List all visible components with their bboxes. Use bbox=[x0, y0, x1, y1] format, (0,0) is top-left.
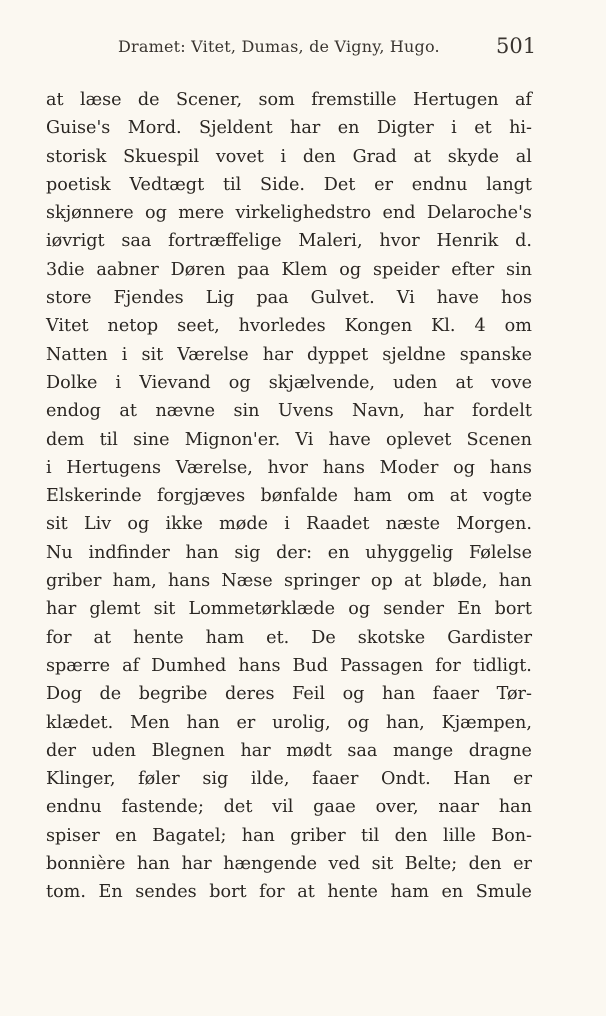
text-line: der uden Blegnen har mødt saa mange dragne bbox=[46, 740, 532, 761]
page-number: 501 bbox=[496, 34, 537, 58]
text-line: Klinger, føler sig ilde, faaer Ondt. Han er bbox=[46, 769, 532, 790]
text-line: Vitet netop seet, hvorledes Kongen Kl. 4 om bbox=[46, 316, 532, 337]
text-line: tom. En sendes bort for at hente ham en Smule bbox=[46, 882, 532, 903]
text-line: spiser en Bagatel; han griber til den lille Bon- bbox=[46, 825, 532, 846]
text-line: endnu fastende; det vil gaae over, naar han bbox=[46, 797, 532, 818]
text-line: Natten i sit Værelse har dyppet sjeldne spanske bbox=[46, 344, 532, 365]
text-line: har glemt sit Lommetørklæde og sender En bort bbox=[46, 599, 532, 620]
text-line: skjønnere og mere virkelighedstro end Delaroche's bbox=[46, 203, 532, 224]
text-line: at læse de Scener, som fremstille Hertugen af bbox=[46, 90, 532, 110]
running-head: Dramet: Vitet, Dumas, de Vigny, Hugo. bbox=[118, 37, 440, 56]
text-line: Elskerinde forgjæves bønfalde ham om at vogte bbox=[46, 486, 532, 507]
text-line: Dog de begribe deres Feil og han faaer Tør- bbox=[46, 684, 532, 705]
text-line: endog at nævne sin Uvens Navn, har fordelt bbox=[46, 401, 532, 422]
text-line: iøvrigt saa fortræffelige Maleri, hvor Henrik d. bbox=[46, 231, 532, 252]
text-line: Nu indfinder han sig der: en uhyggelig Følelse bbox=[46, 542, 532, 563]
text-line: sit Liv og ikke møde i Raadet næste Morgen. bbox=[46, 514, 532, 535]
text-line: dem til sine Mignon'er. Vi have oplevet Scenen bbox=[46, 429, 532, 450]
text-line: i Hertugens Værelse, hvor hans Moder og hans bbox=[46, 457, 532, 478]
page-header bbox=[0, 34, 606, 64]
text-line: 3die aabner Døren paa Klem og speider efter sin bbox=[46, 259, 532, 280]
text-line: spærre af Dumhed hans Bud Passagen for tidligt. bbox=[46, 655, 532, 676]
text-line: for at hente ham et. De skotske Gardister bbox=[46, 627, 532, 648]
text-line: griber ham, hans Næse springer op at bløde, han bbox=[46, 571, 532, 592]
text-line: storisk Skuespil vovet i den Grad at skyde al bbox=[46, 146, 532, 167]
text-line: store Fjendes Lig paa Gulvet. Vi have hos bbox=[46, 288, 532, 309]
text-line: poetisk Vedtægt til Side. Det er endnu langt bbox=[46, 174, 532, 195]
text-line: Guise's Mord. Sjeldent har en Digter i et hi- bbox=[46, 118, 532, 139]
text-line: bonnière han har hængende ved sit Belte; den er bbox=[46, 854, 532, 875]
body-text bbox=[46, 86, 532, 907]
text-line: Dolke i Vievand og skjælvende, uden at vove bbox=[46, 372, 532, 393]
text-line: klædet. Men han er urolig, og han, Kjæmpen, bbox=[46, 712, 532, 733]
